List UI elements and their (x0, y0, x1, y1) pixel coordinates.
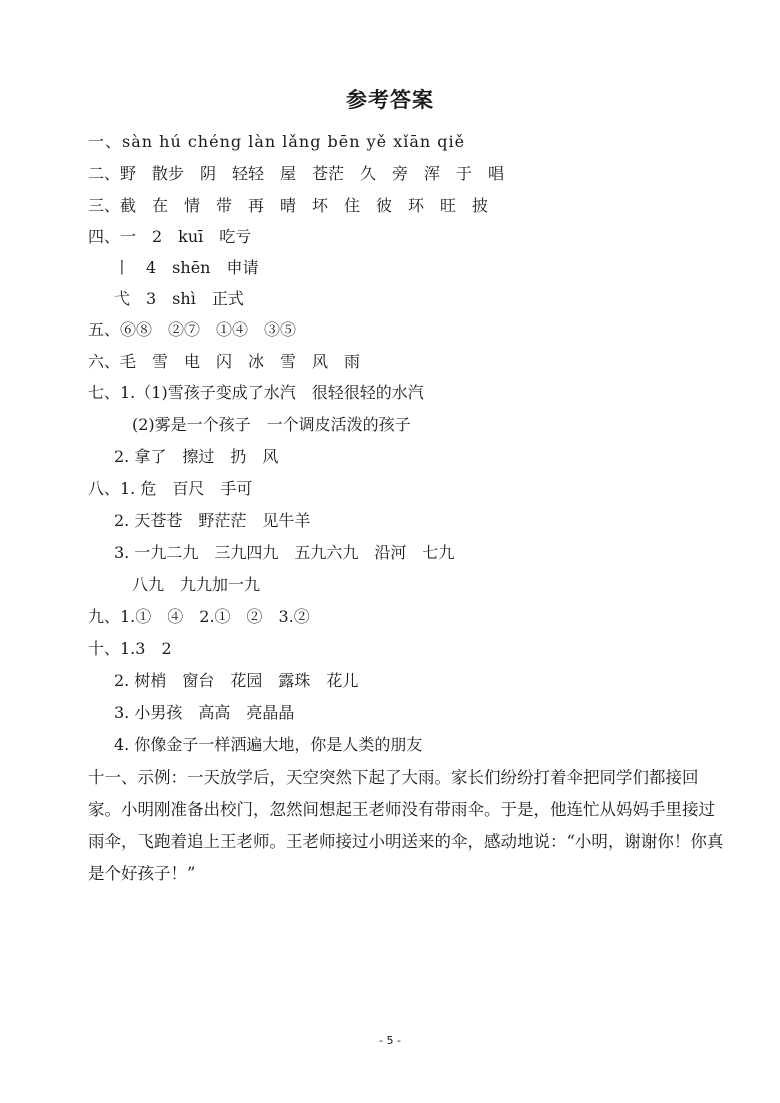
answer-5: 五、⑥⑧ ②⑦ ①④ ③⑤ (88, 320, 297, 339)
answer-3: 三、截 在 情 带 再 晴 坏 住 彼 环 旺 披 (88, 196, 489, 215)
answer-10-2: 2. 树梢 窗台 花园 露珠 花儿 (114, 671, 359, 690)
page-number: - 5 - (379, 1034, 401, 1047)
answer-4-row1: 四、一 2 kuī 吃亏 (88, 227, 252, 246)
answer-10-1: 十、1.3 2 (88, 639, 172, 658)
answer-2: 二、野 散步 阴 轻轻 屋 苍茫 久 旁 浑 于 唱 (88, 164, 505, 183)
answer-6: 六、毛 雪 电 闪 冰 雪 风 雨 (88, 352, 361, 371)
answer-9: 九、1.① ④ 2.① ② 3.② (88, 607, 310, 626)
answer-10-3: 3. 小男孩 高高 亮晶晶 (114, 703, 295, 722)
answer-7-1-2: (2)雾是一个孩子 一个调皮活泼的孩子 (132, 415, 411, 434)
answer-1-pinyin: 一、sàn hú chéng làn lǎng bēn yě xǐān qiě (88, 132, 466, 151)
answer-4-row3: 弋 3 shì 正式 (114, 289, 244, 308)
answer-10-4: 4. 你像金子一样洒遍大地，你是人类的朋友 (114, 735, 423, 754)
answer-8-2: 2. 天苍苍 野茫茫 见牛羊 (114, 511, 311, 530)
answer-11-paragraph: 十一、示例：一天放学后，天空突然下起了大雨。家长们纷纷打着伞把同学们都接回家。小明刚准备出校门，忽然间想起王老师没有带雨伞。于是，他连忙从妈妈手里接过雨伞，飞跑着追上王老师。王老师接过小明送来的伞，感动地说：“小明，谢谢你！你真是个好孩子！” (88, 768, 724, 883)
answer-8-1: 八、1. 危 百尺 手可 (88, 479, 253, 498)
page-title: 参考答案 (346, 88, 434, 112)
answer-7-1: 七、1.（1)雪孩子变成了水汽 很轻很轻的水汽 (88, 383, 424, 402)
answer-8-3-cont: 八九 九九加一九 (132, 575, 261, 594)
answer-8-3: 3. 一九二九 三九四九 五九六九 沿河 七九 (114, 543, 455, 562)
answer-7-2: 2. 拿了 擦过 扔 风 (114, 447, 279, 466)
answer-4-row2: 丨 4 shēn 申请 (114, 258, 259, 277)
